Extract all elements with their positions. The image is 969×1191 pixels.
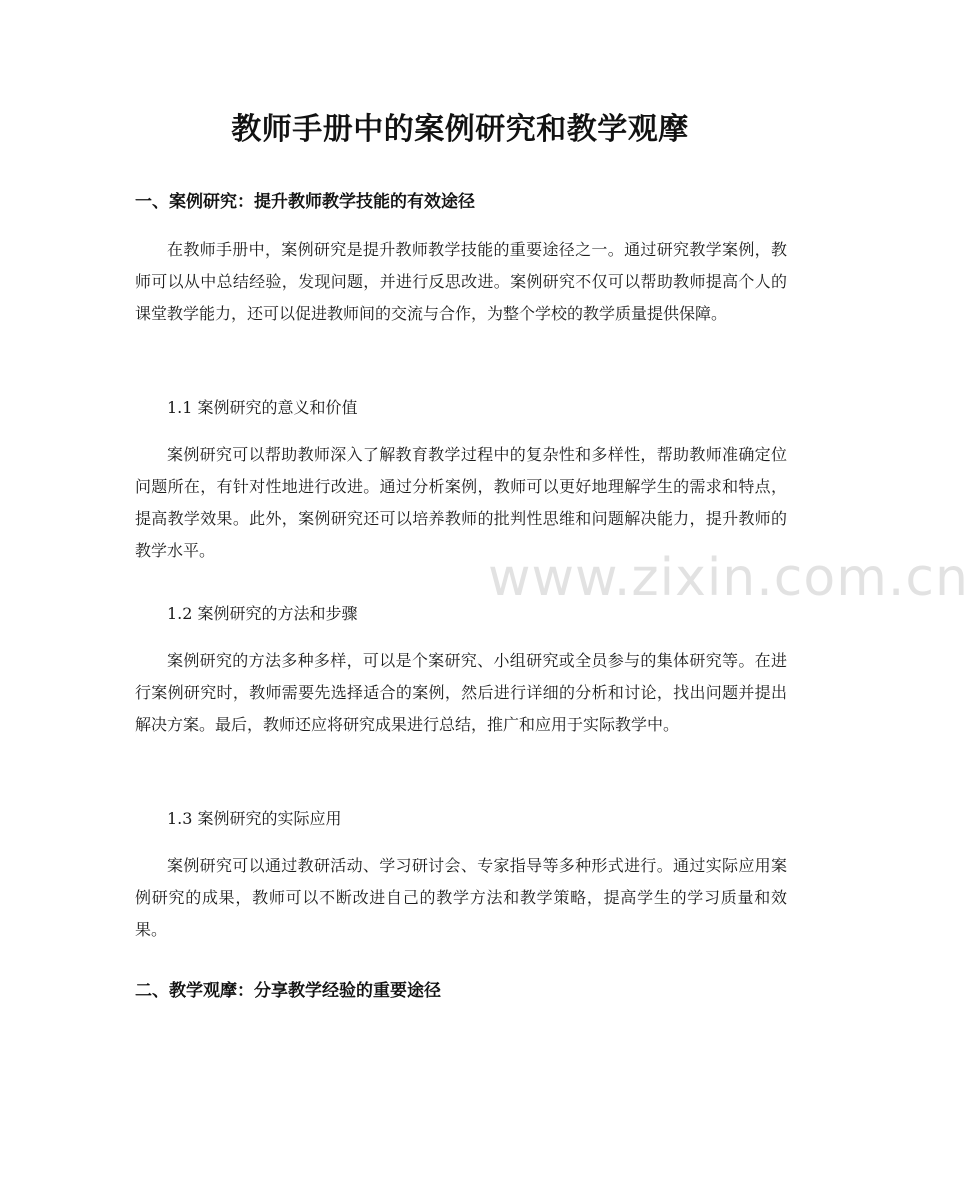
subsection-1-3-paragraph: 案例研究可以通过教研活动、学习研讨会、专家指导等多种形式进行。通过实际应用案例研究的成果，教师可以不断改进自己的教学方法和教学策略，提高学生的学习质量和效果。 xyxy=(135,856,787,939)
section-1-paragraph: 在教师手册中，案例研究是提升教师教学技能的重要途径之一。通过研究教学案例，教师可以从中总结经验，发现问题，并进行反思改进。案例研究不仅可以帮助教师提高个人的课堂教学能力，还可以促进教师间的交流与合作，为整个学校的教学质量提供保障。 xyxy=(135,240,787,323)
document-title: 教师手册中的案例研究和教学观摩 xyxy=(231,112,689,147)
subsection-1-3-heading: 1.3 案例研究的实际应用 xyxy=(167,809,342,828)
subsection-1-2-paragraph: 案例研究的方法多种多样，可以是个案研究、小组研究或全员参与的集体研究等。在进行案例研究时，教师需要先选择适合的案例，然后进行详细的分析和讨论，找出问题并提出解决方案。最后，教师还应将研究成果进行总结，推广和应用于实际教学中。 xyxy=(135,651,787,734)
watermark: www.zixin.com.cn xyxy=(488,548,969,608)
subsection-1-1-paragraph: 案例研究可以帮助教师深入了解教育教学过程中的复杂性和多样性，帮助教师准确定位问题所在，有针对性地进行改进。通过分析案例，教师可以更好地理解学生的需求和特点，提高教学效果。此外，案例研究还可以培养教师的批判性思维和问题解决能力，提升教师的教学水平。 xyxy=(135,445,787,560)
section-2-heading: 二、教学观摩：分享教学经验的重要途径 xyxy=(135,981,441,1001)
section-1-heading: 一、案例研究：提升教师教学技能的有效途径 xyxy=(135,192,475,212)
subsection-1-2-heading: 1.2 案例研究的方法和步骤 xyxy=(167,604,358,623)
subsection-1-1-heading: 1.1 案例研究的意义和价值 xyxy=(167,398,358,417)
